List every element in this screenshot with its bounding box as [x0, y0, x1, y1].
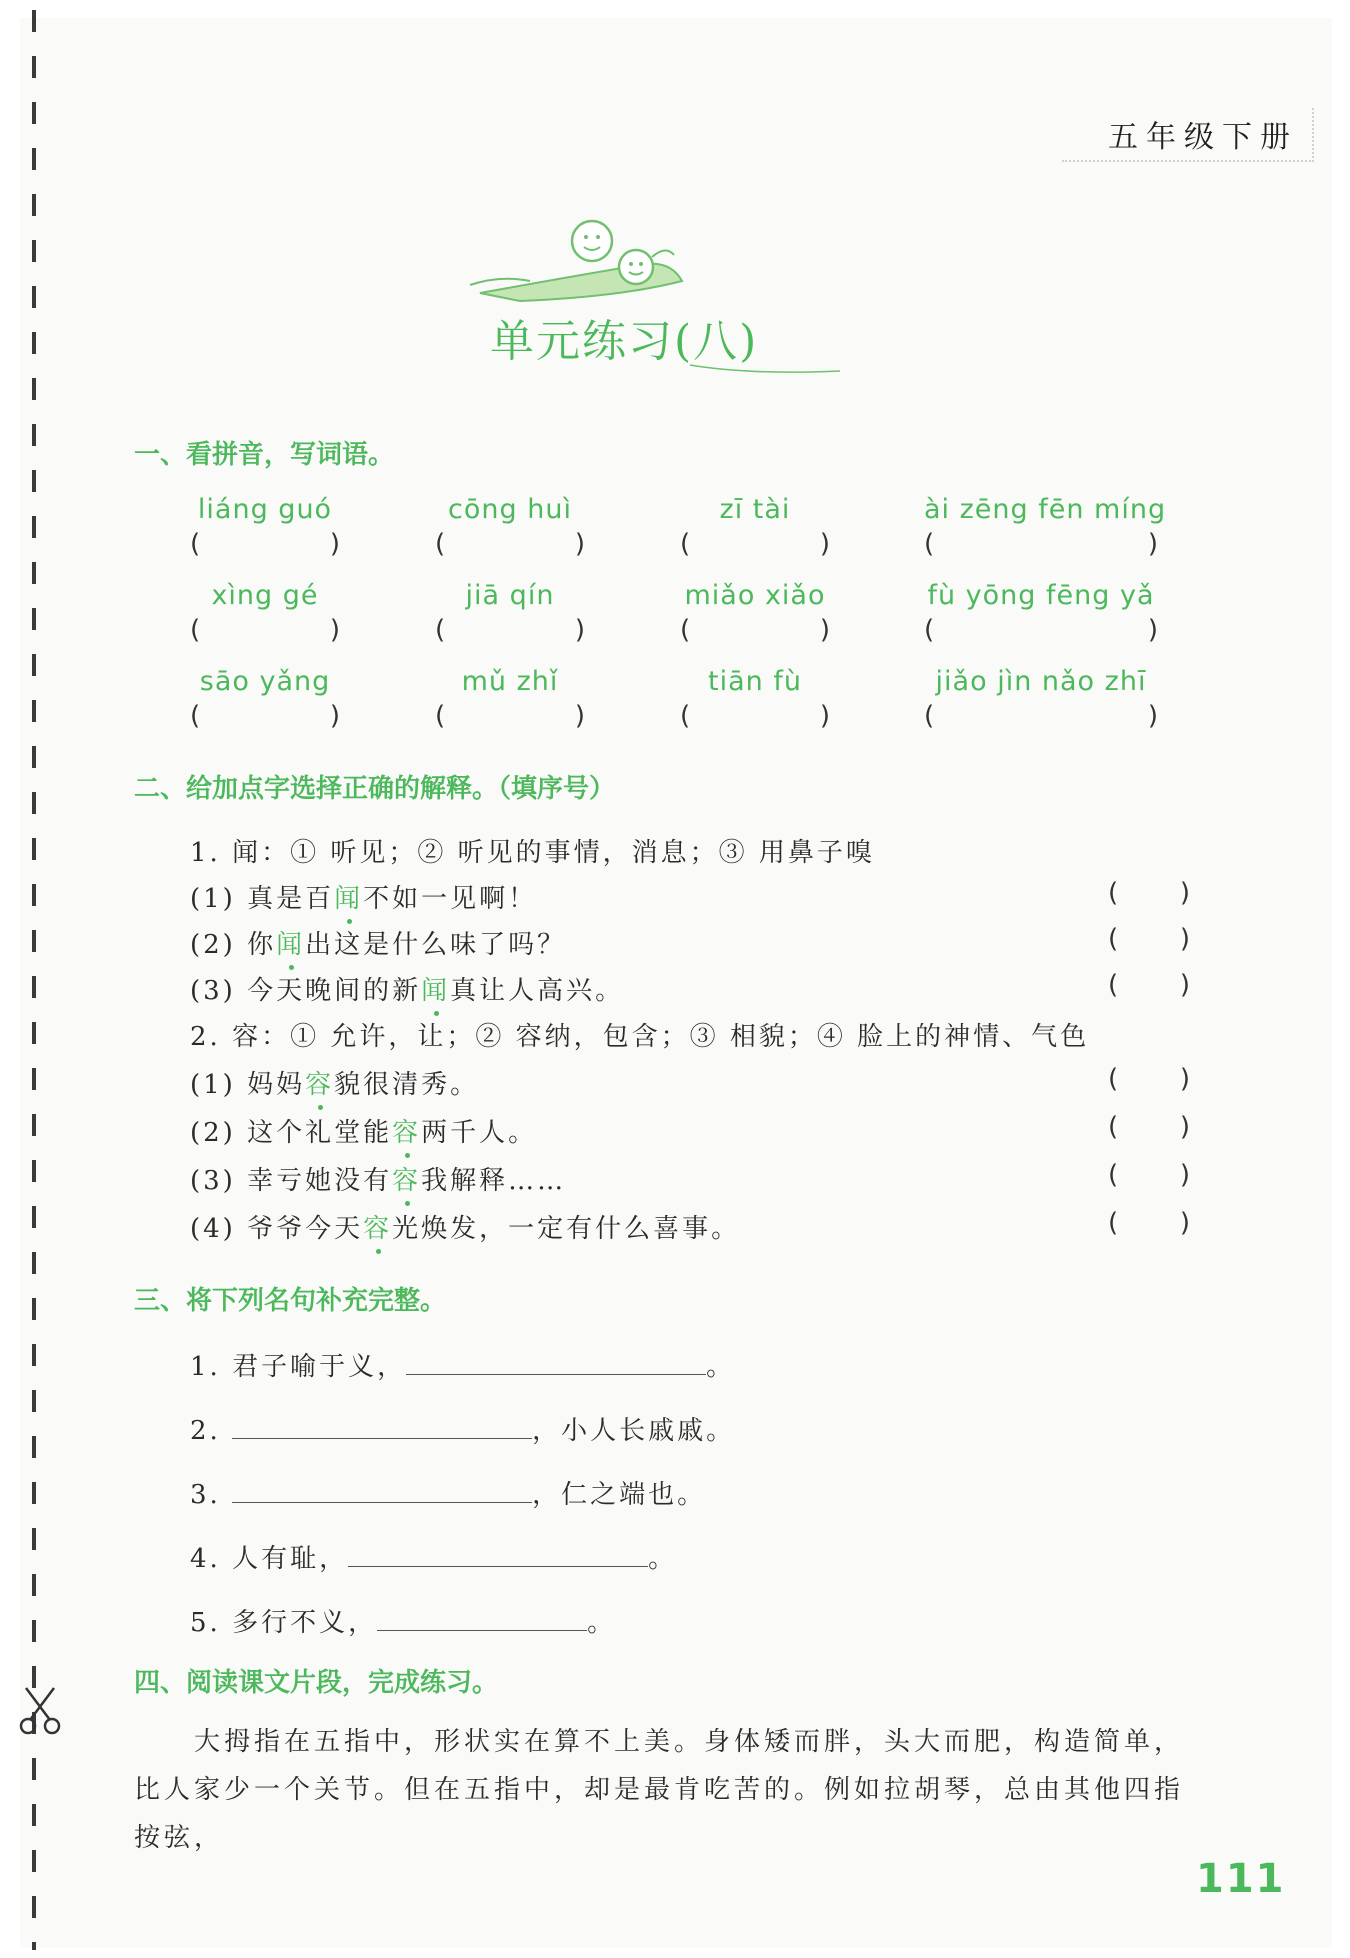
- item-number: 4.: [190, 1544, 221, 1574]
- pinyin-item: [435, 494, 585, 563]
- question-item: [190, 970, 624, 1007]
- question-text: 光焕发，一定有什么喜事。: [392, 1214, 741, 1244]
- fill-blank[interactable]: [377, 1606, 587, 1631]
- question-text: (3) 幸亏她没有: [190, 1166, 393, 1196]
- pinyin-text: cōng huì: [448, 494, 572, 525]
- pinyin-item: [190, 580, 340, 649]
- question-item: [190, 1112, 537, 1149]
- question-text: 不如一见啊！: [363, 884, 538, 914]
- quote-item: [190, 1410, 735, 1447]
- pinyin-item: [680, 580, 830, 649]
- pinyin-text: jiā qín: [465, 580, 555, 611]
- fill-blank[interactable]: [348, 1542, 648, 1567]
- pinyin-item: [924, 580, 1158, 649]
- definition-wen: 1. 闻：① 听见；② 听见的事情，消息；③ 用鼻子嗅: [190, 838, 875, 868]
- pinyin-text: tiān fù: [708, 666, 802, 697]
- unit-title: 单元练习(八): [490, 316, 759, 367]
- answer-box[interactable]: ( ): [435, 529, 585, 559]
- item-number: 2.: [190, 1416, 221, 1446]
- quote-item: [190, 1346, 735, 1383]
- quote-text: 人有耻，: [232, 1544, 349, 1574]
- section-heading-4: 四、阅读课文片段，完成练习。: [134, 1668, 499, 1698]
- answer-box[interactable]: ( ): [435, 701, 585, 731]
- definition-rong: 2. 容：① 允许，让；② 容纳，包含；③ 相貌；④ 脸上的神情、气色: [190, 1022, 1090, 1052]
- quote-text: 。: [706, 1352, 736, 1382]
- question-item: [190, 1160, 566, 1197]
- question-text: (3) 今天晚间的新: [190, 976, 422, 1006]
- pinyin-item: [924, 494, 1167, 563]
- pinyin-row: [190, 580, 1190, 666]
- question-text: (2) 你: [190, 930, 277, 960]
- dotted-character: 闻: [334, 884, 364, 914]
- question-text: 我解释……: [421, 1166, 567, 1196]
- pinyin-text: ài zēng fēn míng: [924, 494, 1167, 525]
- pinyin-text: miǎo xiǎo: [684, 580, 826, 611]
- pinyin-text: fù yōng fēng yǎ: [927, 580, 1155, 611]
- pinyin-text: liáng guó: [197, 494, 333, 525]
- quote-text: ，仁之端也。: [532, 1480, 707, 1510]
- fill-blank[interactable]: [232, 1414, 532, 1439]
- dotted-character: 容: [392, 1118, 422, 1148]
- reading-passage: 大拇指在五指中，形状实在算不上美。身体矮而胖，头大而肥，构造简单，比人家少一个关节。但在五指中，却是最肯吃苦的。例如拉胡琴，总由其他四指按弦，: [134, 1727, 1185, 1853]
- item-number: 1.: [190, 1352, 221, 1382]
- pinyin-text: mǔ zhǐ: [461, 666, 559, 697]
- answer-box[interactable]: ( ): [190, 615, 340, 645]
- quote-item: [190, 1538, 677, 1575]
- pinyin-text: zī tài: [719, 494, 791, 525]
- question-item: [190, 878, 537, 915]
- fill-blank[interactable]: [232, 1478, 532, 1503]
- question-text: 出这是什么味了吗？: [305, 930, 567, 960]
- pinyin-item: [680, 494, 830, 563]
- question-item: [190, 1064, 479, 1101]
- quote-text: ，小人长戚戚。: [532, 1416, 736, 1446]
- pinyin-row: [190, 666, 1190, 752]
- answer-box[interactable]: ( ): [190, 701, 340, 731]
- dotted-character: 闻: [421, 976, 451, 1006]
- fill-blank[interactable]: [406, 1350, 706, 1375]
- scissors-icon: [14, 1680, 64, 1740]
- pinyin-item: [190, 494, 340, 563]
- question-text: (1) 妈妈: [190, 1070, 306, 1100]
- question-text: (2) 这个礼堂能: [190, 1118, 393, 1148]
- question-text: (4) 爷爷今天: [190, 1214, 364, 1244]
- section-heading-1: 一、看拼音，写词语。: [134, 440, 395, 470]
- quote-item: [190, 1474, 706, 1511]
- grade-label: 五年级下册: [1108, 120, 1298, 155]
- answer-box[interactable]: ( ): [924, 529, 1158, 559]
- pinyin-item: [435, 580, 585, 649]
- item-number: 5.: [190, 1608, 221, 1638]
- dotted-character: 容: [363, 1214, 393, 1244]
- item-number: 3.: [190, 1480, 221, 1510]
- pinyin-row: [190, 494, 1190, 580]
- answer-box[interactable]: ( ): [190, 529, 340, 559]
- pinyin-item: [190, 666, 340, 735]
- pinyin-grid: [190, 494, 1190, 752]
- pinyin-item: [435, 666, 585, 735]
- quote-text: 。: [587, 1608, 617, 1638]
- pinyin-text: xìng gé: [211, 580, 319, 611]
- question-item: [190, 924, 566, 961]
- answer-box[interactable]: ( ): [435, 615, 585, 645]
- question-text: 两千人。: [421, 1118, 538, 1148]
- quote-text: 多行不义，: [232, 1608, 378, 1638]
- dotted-character: 容: [392, 1166, 422, 1196]
- question-text: 貌很清秀。: [334, 1070, 480, 1100]
- grade-box: [1062, 108, 1314, 162]
- cut-line: [32, 10, 36, 1950]
- dotted-character: 容: [305, 1070, 335, 1100]
- question-text: 真让人高兴。: [450, 976, 625, 1006]
- answer-box[interactable]: ( ): [680, 615, 830, 645]
- pinyin-item: [680, 666, 830, 735]
- quote-text: 。: [648, 1544, 678, 1574]
- section-heading-3: 三、将下列名句补充完整。: [134, 1286, 447, 1316]
- page-number: 111: [1196, 1856, 1286, 1902]
- answer-box[interactable]: ( ): [924, 701, 1158, 731]
- answer-box[interactable]: ( ): [924, 615, 1158, 645]
- question-text: (1) 真是百: [190, 884, 335, 914]
- pinyin-item: [924, 666, 1158, 735]
- dotted-character: 闻: [276, 930, 306, 960]
- section-heading-2: 二、给加点字选择正确的解释。（填序号）: [134, 774, 616, 804]
- pinyin-text: sāo yǎng: [199, 666, 331, 697]
- question-item: [190, 1208, 740, 1245]
- answer-box[interactable]: ( ): [680, 701, 830, 731]
- pinyin-text: jiǎo jìn nǎo zhī: [935, 666, 1147, 697]
- quote-item: [190, 1602, 616, 1639]
- quote-text: 君子喻于义，: [232, 1352, 407, 1382]
- answer-box[interactable]: ( ): [680, 529, 830, 559]
